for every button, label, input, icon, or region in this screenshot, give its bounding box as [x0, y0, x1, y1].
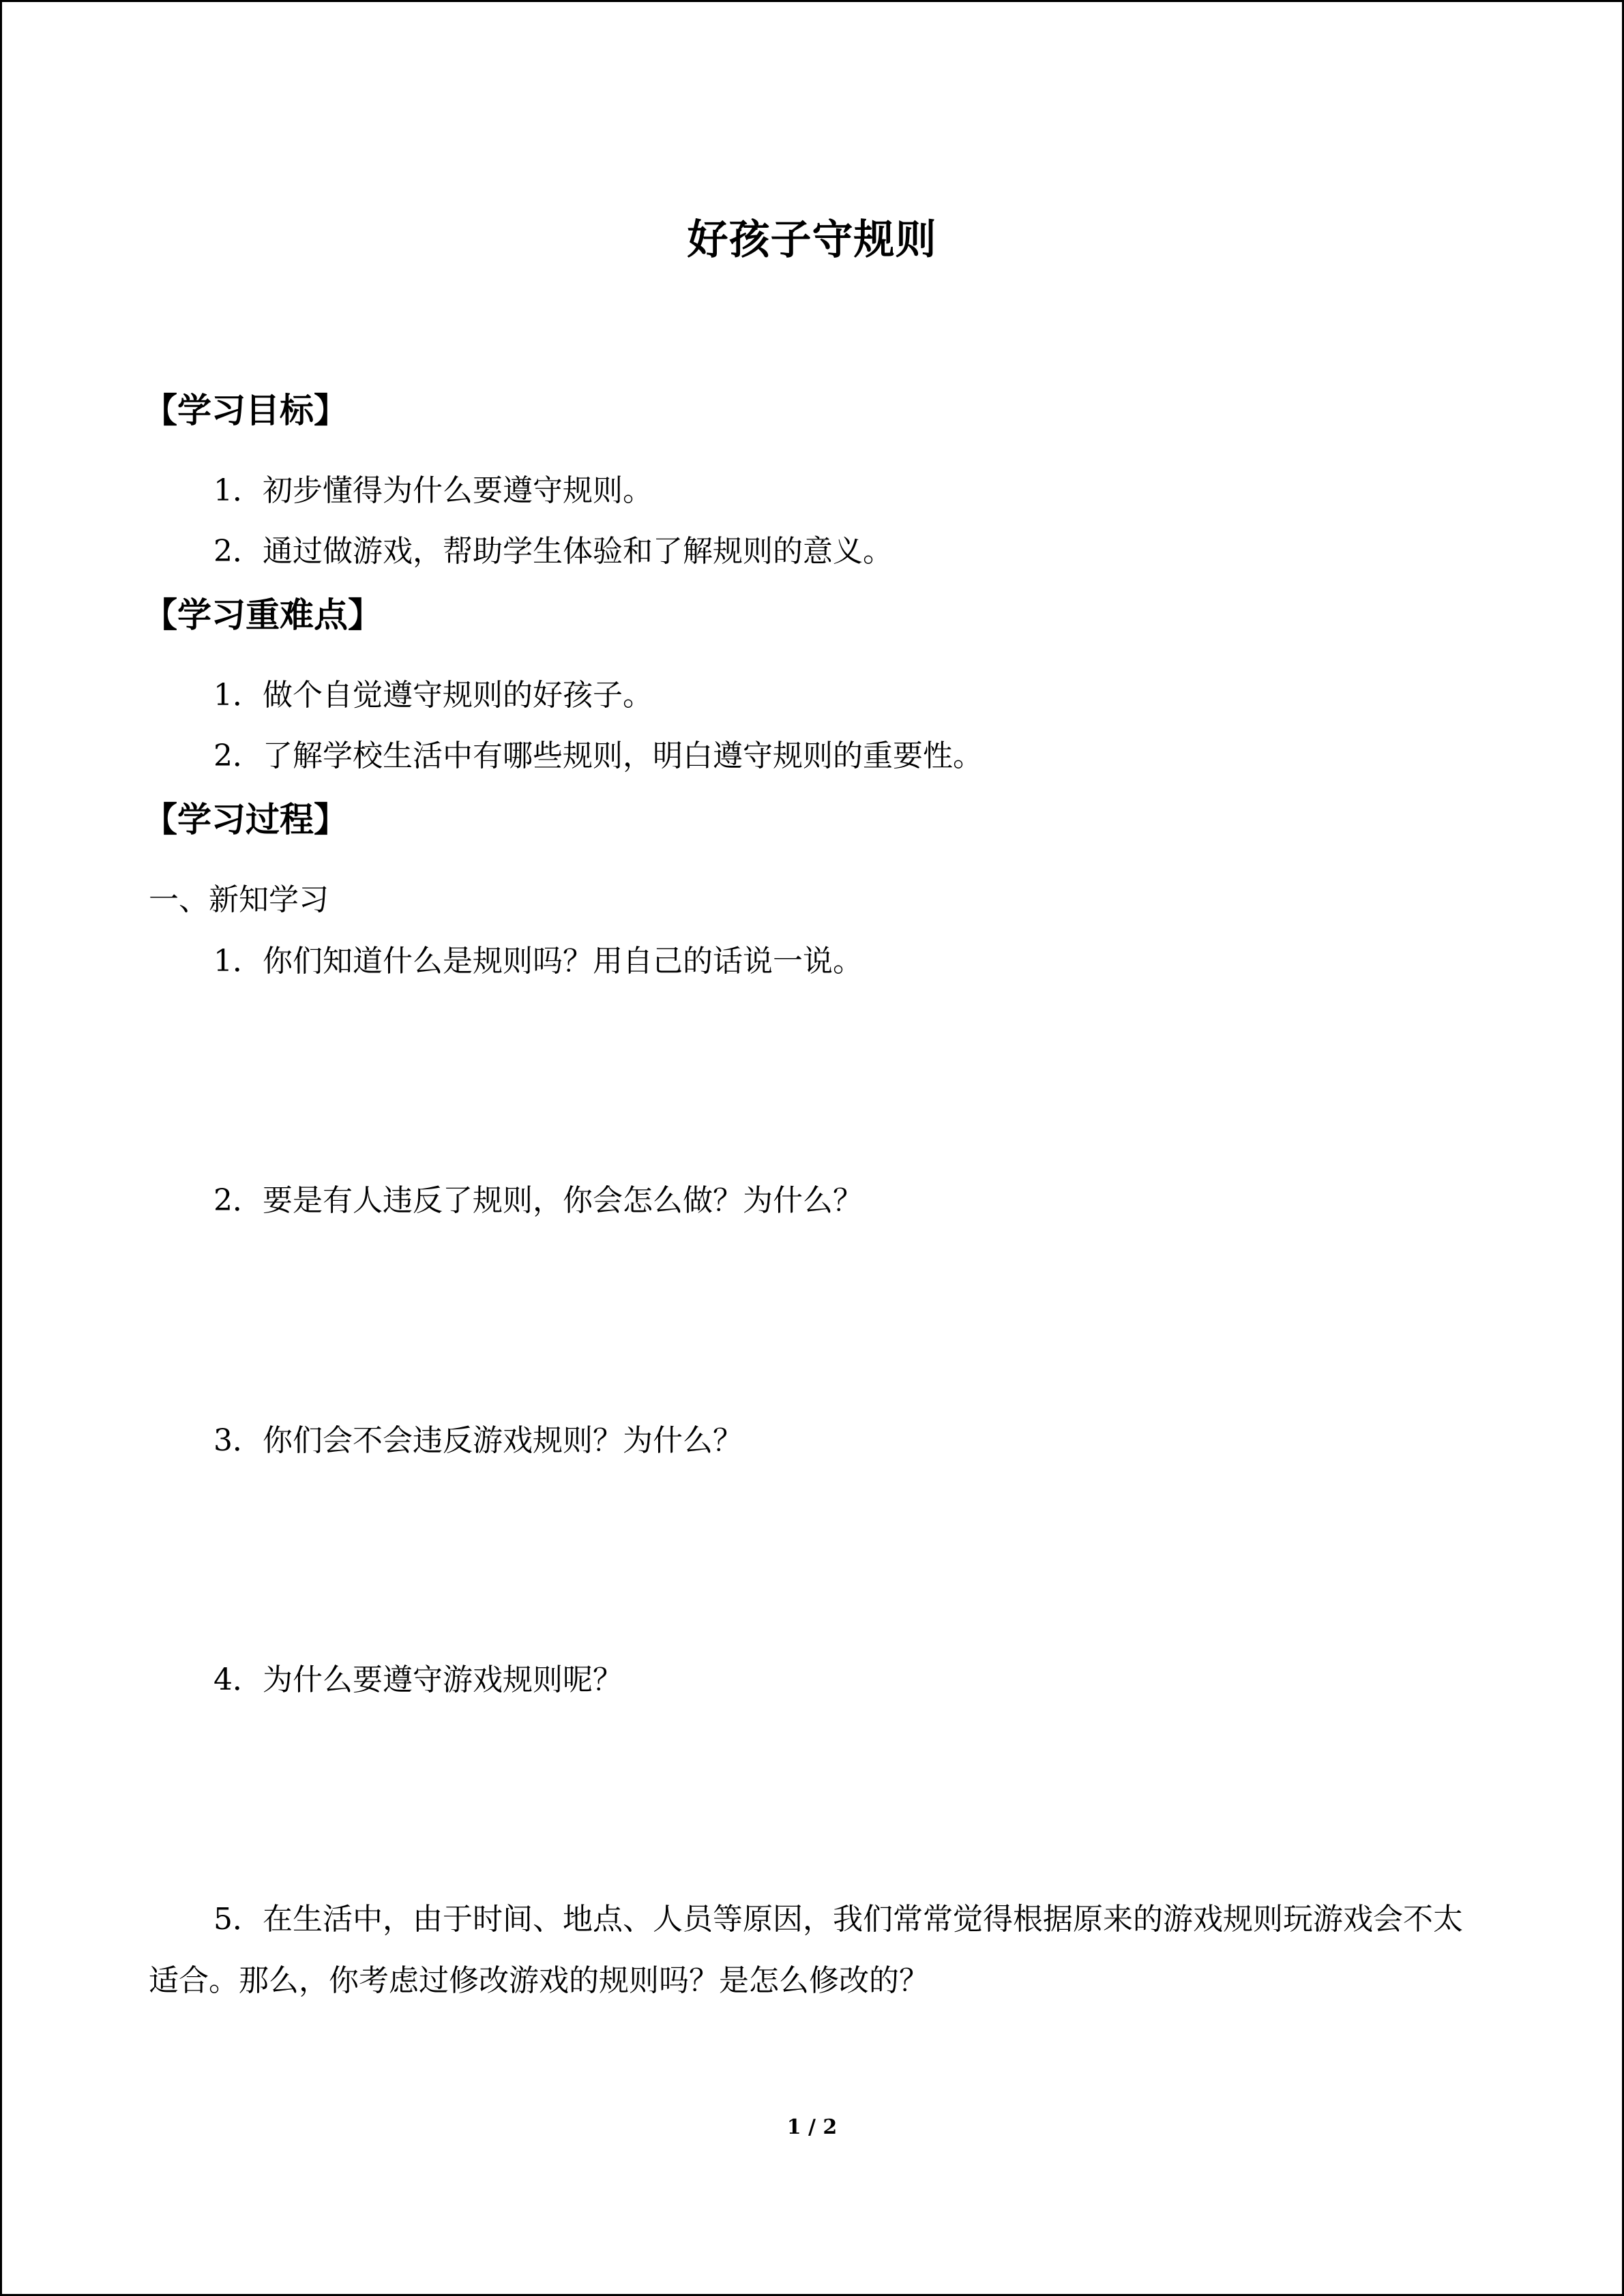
question-4: 4．为什么要遵守游戏规则呢？	[213, 1663, 623, 1697]
question-2: 2．要是有人违反了规则，你会怎么做？为什么？	[213, 1183, 863, 1218]
process-heading: 【学习过程】	[143, 800, 348, 839]
question-1: 1．你们知道什么是规则吗？用自己的话说一说。	[213, 944, 863, 979]
key-points-heading: 【学习重难点】	[143, 595, 382, 635]
question-5: 5．在生活中，由于时间、地点、人员等原因，我们常常觉得根据原来的游戏规则玩游戏会不太适合。那么，你考虑过修改游戏的规则吗？是怎么修改的？	[149, 1902, 1463, 1998]
objective-item-1: 1．初步懂得为什么要遵守规则。	[213, 473, 653, 508]
question-3: 3．你们会不会违反游戏规则？为什么？	[213, 1423, 743, 1458]
page-number: 1 / 2	[786, 2115, 838, 2139]
page-title: 好孩子守规则	[687, 216, 937, 264]
objectives-heading: 【学习目标】	[143, 391, 348, 430]
key-point-item-1: 1．做个自觉遵守规则的好孩子。	[213, 678, 653, 713]
new-knowledge-subsection: 一、新知学习	[149, 882, 329, 917]
objective-item-2: 2．通过做游戏，帮助学生体验和了解规则的意义。	[213, 534, 893, 569]
key-point-item-2: 2．了解学校生活中有哪些规则，明白遵守规则的重要性。	[213, 739, 983, 773]
